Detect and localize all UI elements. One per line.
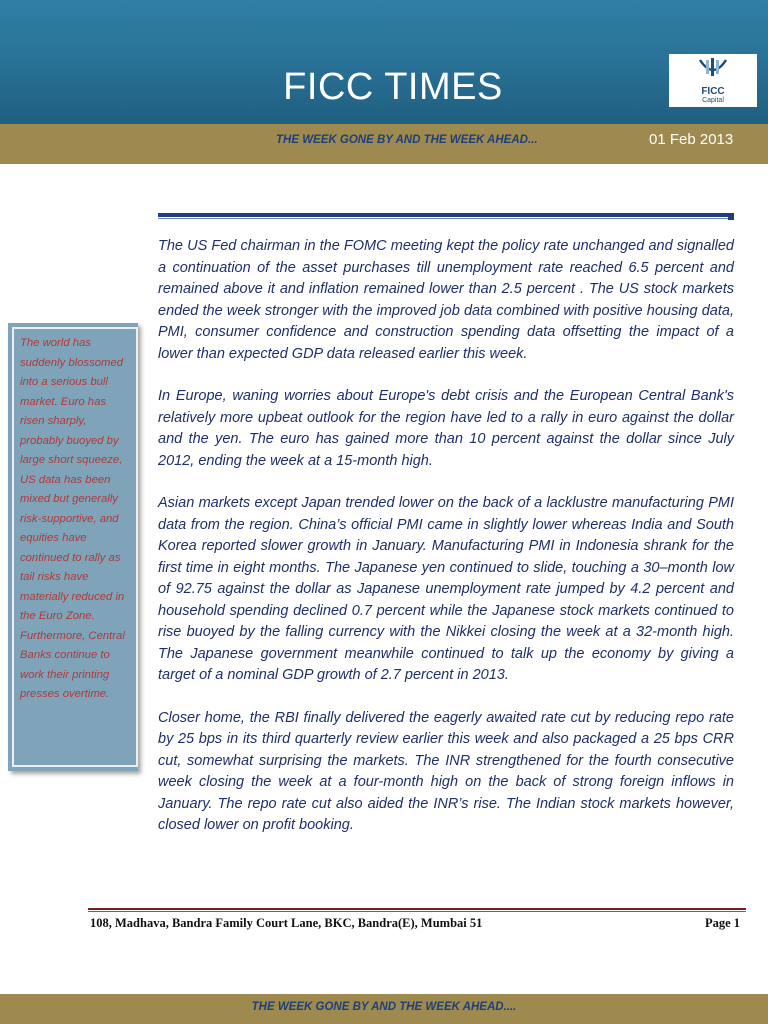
page-number: Page 1 bbox=[705, 916, 741, 930]
sidebar-callout bbox=[8, 323, 138, 771]
subheader-tagline: THE WEEK GONE BY AND THE WEEK AHEAD... bbox=[276, 134, 538, 146]
article-paragraph: In Europe, waning worries about Europe's debt crisis and the European Central Bank's relatively more upbeat outlook for the region have led to a rally in euro against the dollar and the yen. The euro has gained more than 10 percent against the dollar since July 2012, ending the week at a 15-month high. bbox=[158, 388, 734, 469]
article-paragraph: The US Fed chairman in the FOMC meeting kept the policy rate unchanged and signalled a continuation of the asset purchases till unemployment rate reached 6.5 percent and remained above it and inflation remained lower than 2.5 percent . The US stock markets ended the week stronger with the improved job data combined with positive housing data, PMI, consumer confidence and construction spending data offsetting the impact of a lower than expected GDP data released earlier this week. bbox=[158, 238, 734, 362]
footer-address: 108, Madhava, Bandra Family Court Lane, BKC, Bandra(E), Mumbai 51 bbox=[90, 916, 483, 930]
issue-date: 01 Feb 2013 bbox=[649, 131, 734, 148]
logo-emblem-icon bbox=[669, 54, 757, 88]
footer-divider bbox=[88, 908, 746, 913]
newsletter-title: FICC TIMES bbox=[283, 66, 503, 108]
sidebar-callout-text: The world has suddenly blossomed into a serious bull market. Euro has risen sharply, probably buoyed by large short squeeze, US data has been mixed but generally risk-supportive, and equities have continued to rally as tail risks have materially reduced in the Euro Zone. Furthermore, Central Banks continue to work their printing presses overtime. bbox=[12, 327, 138, 767]
logo-name: FICC bbox=[701, 86, 725, 97]
top-divider bbox=[158, 213, 734, 220]
next-page-tagline: THE WEEK GONE BY AND THE WEEK AHEAD.... bbox=[251, 1001, 517, 1013]
article-paragraph: Closer home, the RBI finally delivered the eagerly awaited rate cut by reducing repo rate by 25 bps in its third quarterly review earlier this week and also packaged a 25 bps CRR cut, somewhat surprising the markets. The INR strengthened for the fourth consecutive week closing the week at a four-month high on the back of strong foreign inflows in January. The repo rate cut also aided the INR’s rise. The Indian stock markets however, closed lower on profit booking. bbox=[158, 709, 734, 833]
logo-subtitle: Capital bbox=[702, 97, 724, 104]
article-body bbox=[158, 236, 734, 858]
ficc-logo bbox=[669, 54, 757, 107]
article-paragraph: Asian markets except Japan trended lower on the back of a lacklustre manufacturing PMI data from the region. China’s official PMI came in slightly lower whereas India and South Korea reported slower growth in January. Manufacturing PMI in Indonesia shrank for the first time in eight months. The Japanese yen continued to slide, touching a 30–month low of 92.75 against the dollar as Japanese unemployment rate jumped by 4.2 percent and household spending declined 0.7 percent while the Japanese stock markets continued to rise buoyed by the falling currency with the Nikkei closing the week at a 32-month high. The Japanese government meanwhile continued to talk up the economy by giving a target of a nominal GDP growth of 2.7 percent in 2013. bbox=[158, 495, 734, 683]
